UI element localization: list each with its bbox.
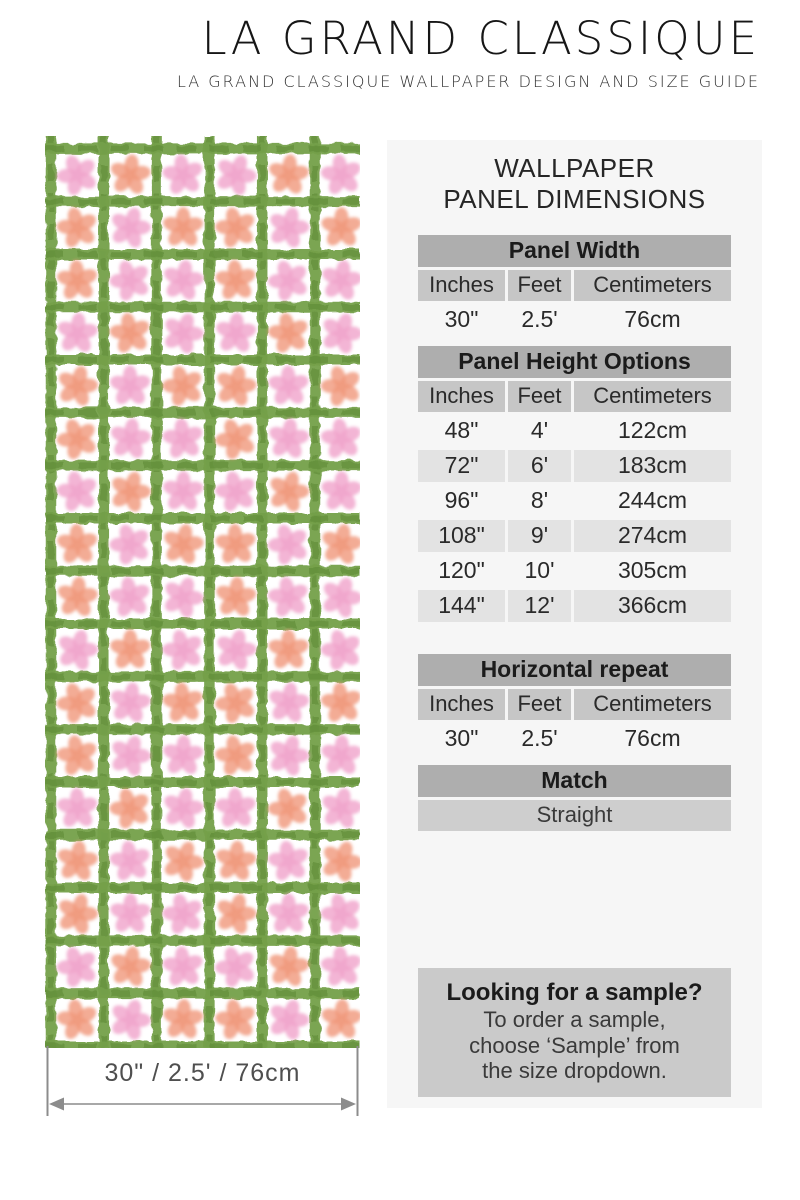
pink-flower: [317, 151, 360, 199]
panel-height-row-2-cell-0: 96": [444, 487, 479, 513]
panel-height-row-4-cell-0: 120": [438, 557, 485, 583]
panel-height-row-2-cell-1: 8': [530, 487, 549, 513]
horizontal-repeat-header: Horizontal repeat: [418, 654, 731, 686]
orange-flower: [261, 782, 315, 835]
panel-width-column-1: Feet: [508, 270, 571, 301]
orange-flower: [54, 523, 100, 567]
orange-flower: [155, 834, 211, 888]
panel-height-row-3-cell-0: 108": [418, 520, 505, 552]
pink-flower: [208, 940, 263, 994]
orange-flower: [266, 629, 310, 671]
orange-flower: [50, 412, 106, 466]
orange-flower: [51, 203, 103, 253]
orange-flower: [53, 575, 101, 621]
orange-flower: [209, 889, 262, 940]
panel-height-row-5-cell-2: 366cm: [574, 590, 731, 622]
panel-width-row-0-cell-0: 30": [444, 306, 479, 332]
orange-flower: [51, 888, 104, 940]
orange-flower: [161, 207, 205, 249]
pink-flower: [261, 254, 316, 308]
pink-flower: [105, 574, 155, 622]
orange-flower: [159, 680, 207, 726]
pink-flower: [159, 416, 207, 463]
panel-height-row-0-cell-1: 4': [530, 417, 549, 443]
orange-flower: [208, 412, 264, 467]
pink-flower: [159, 944, 206, 989]
panel-width-table: [418, 235, 731, 336]
panel-height-column-2: Centimeters: [574, 381, 731, 412]
pink-flower: [155, 570, 210, 624]
pink-flower: [317, 257, 360, 305]
orange-flower: [264, 943, 314, 991]
orange-flower: [212, 258, 259, 303]
panel-width-column-0: Inches: [418, 270, 505, 301]
orange-flower: [54, 258, 100, 303]
match-value: Straight: [418, 800, 731, 831]
horizontal-repeat-table: [418, 654, 731, 755]
pink-flower: [106, 838, 155, 885]
orange-flower: [105, 309, 155, 358]
orange-flower: [314, 360, 360, 413]
wallpaper-pattern-swatch: [45, 136, 360, 1048]
pink-flower: [262, 202, 315, 253]
pink-flower: [103, 254, 158, 308]
panel-width-row-0-cell-1: 2.5': [521, 306, 558, 332]
brand-title: LA GRAND CLASSIQUE: [201, 12, 760, 65]
panel-title: [387, 153, 762, 215]
panel-height-row-1-cell-1: 6': [508, 450, 571, 482]
panel-width-column-2: Centimeters: [574, 270, 731, 301]
orange-flower: [212, 839, 260, 885]
panel-title-line1: WALLPAPER: [494, 153, 655, 183]
pink-flower: [103, 518, 157, 571]
panel-height-row-1-cell-2: 183cm: [574, 450, 731, 482]
orange-flower: [105, 943, 155, 992]
pink-flower: [316, 784, 360, 833]
pink-flower: [50, 940, 105, 994]
panel-height-column-0: Inches: [418, 381, 505, 412]
width-dimension: [45, 1046, 360, 1120]
panel-height-column-1: Feet: [508, 381, 571, 412]
sample-info-line1: To order a sample,: [483, 1007, 666, 1032]
pink-flower: [108, 893, 152, 935]
panel-height-options-table: [418, 346, 731, 622]
panel-width-header: Panel Width: [418, 235, 731, 267]
orange-flower: [318, 998, 360, 1042]
orange-flower: [108, 630, 152, 672]
orange-flower: [156, 360, 209, 412]
orange-flower: [210, 202, 262, 253]
pink-flower: [106, 415, 155, 462]
orange-flower: [50, 676, 105, 730]
pink-flower: [317, 415, 360, 462]
width-dimension-arrow-icon: [45, 1046, 360, 1120]
orange-flower: [210, 995, 261, 1044]
panel-height-row-3-cell-2: 274cm: [574, 520, 731, 552]
pink-flower: [264, 679, 313, 726]
pink-flower: [314, 307, 360, 360]
pink-flower: [103, 993, 158, 1047]
pink-flower: [318, 944, 360, 990]
match-header: Match: [418, 765, 731, 797]
pink-flower: [52, 467, 103, 517]
pink-flower: [54, 311, 101, 356]
orange-flower: [103, 782, 157, 835]
orange-flower: [210, 731, 261, 781]
horizontal-repeat-row-0-cell-2: 76cm: [624, 725, 681, 751]
pink-flower: [210, 467, 262, 517]
panel-height-row-1-cell-0: 72": [418, 450, 505, 482]
sample-info-title: Looking for a sample?: [446, 979, 703, 1006]
pink-flower: [158, 151, 207, 198]
pink-flower: [267, 894, 311, 936]
match-table: [418, 765, 731, 831]
pink-flower: [266, 365, 311, 408]
panel-height-row-0-cell-0: 48": [444, 417, 479, 443]
horizontal-repeat-column-1: Feet: [508, 689, 571, 720]
pink-flower: [213, 311, 259, 356]
orange-flower: [213, 522, 259, 567]
orange-flower: [53, 838, 101, 885]
orange-flower: [314, 834, 360, 888]
pink-flower: [315, 624, 360, 676]
brand-subtitle: LA GRAND CLASSIQUE WALLPAPER DESIGN AND SIZE GUIDE: [176, 71, 760, 91]
pink-flower: [103, 202, 156, 254]
orange-flower: [52, 731, 103, 780]
dimensions-panel: [387, 140, 762, 1108]
orange-flower: [316, 520, 360, 569]
pink-flower: [319, 734, 360, 777]
pink-flower: [261, 518, 316, 572]
wallpaper-pattern-art: [45, 136, 360, 1048]
pink-flower: [264, 838, 314, 886]
orange-flower: [158, 520, 209, 569]
horizontal-repeat-row-0-cell-1: 2.5': [521, 725, 558, 751]
pink-flower: [157, 784, 208, 834]
panel-height-row-0-cell-2: 122cm: [617, 417, 688, 443]
width-dimension-label: 30" / 2.5' / 76cm: [104, 1059, 301, 1087]
pink-flower: [262, 730, 316, 783]
pink-flower: [55, 787, 100, 830]
orange-flower: [106, 152, 154, 199]
panel-height-row-2-cell-2: 244cm: [617, 487, 688, 513]
pink-flower: [314, 571, 360, 625]
pink-flower: [105, 679, 155, 727]
pink-flower: [103, 729, 157, 782]
panel-height-row-4-cell-2: 305cm: [617, 557, 688, 583]
pink-flower: [213, 787, 259, 831]
orange-flower: [263, 309, 314, 358]
panel-height-row-5-cell-0: 144": [418, 590, 505, 622]
panel-height-row-4-cell-1: 10': [524, 557, 555, 583]
pink-flower: [108, 365, 152, 407]
orange-flower: [208, 676, 264, 730]
orange-flower: [160, 998, 206, 1043]
horizontal-repeat-column-2: Centimeters: [574, 689, 731, 720]
pink-flower: [319, 471, 360, 513]
sample-info-line3: the size dropdown.: [482, 1058, 667, 1083]
pink-flower: [263, 573, 313, 622]
pink-flower: [315, 889, 360, 940]
pink-flower: [160, 734, 206, 778]
horizontal-repeat-row-0-cell-0: 30": [444, 725, 479, 751]
pink-flower: [49, 148, 105, 203]
pink-flower: [157, 889, 209, 940]
panel-height-row-3-cell-1: 9': [508, 520, 571, 552]
header: [55, 14, 760, 91]
panel-title-line2: PANEL DIMENSIONS: [443, 184, 706, 214]
pink-flower: [261, 993, 315, 1046]
orange-flower: [317, 680, 360, 727]
orange-flower: [210, 361, 262, 411]
sample-info-line2: choose ‘Sample’ from: [469, 1032, 680, 1058]
orange-flower: [265, 152, 313, 198]
orange-flower: [262, 466, 315, 518]
pink-flower: [208, 148, 264, 202]
orange-flower: [52, 996, 102, 1045]
sample-info-box: [418, 968, 731, 1097]
orange-flower: [212, 575, 259, 620]
horizontal-repeat-column-0: Inches: [418, 689, 505, 720]
panel-height-row-5-cell-1: 12': [508, 590, 571, 622]
pink-flower: [51, 625, 104, 676]
pink-flower: [156, 307, 211, 361]
pink-flower: [160, 470, 205, 513]
orange-flower: [51, 361, 103, 412]
pink-flower: [210, 625, 262, 676]
pink-flower: [157, 625, 210, 676]
panel-height-header: Panel Height Options: [418, 346, 731, 378]
panel-width-row-0-cell-2: 76cm: [624, 306, 681, 332]
orange-flower: [103, 466, 157, 519]
pink-flower: [264, 416, 312, 463]
orange-flower: [320, 207, 360, 249]
pink-flower: [158, 256, 208, 305]
